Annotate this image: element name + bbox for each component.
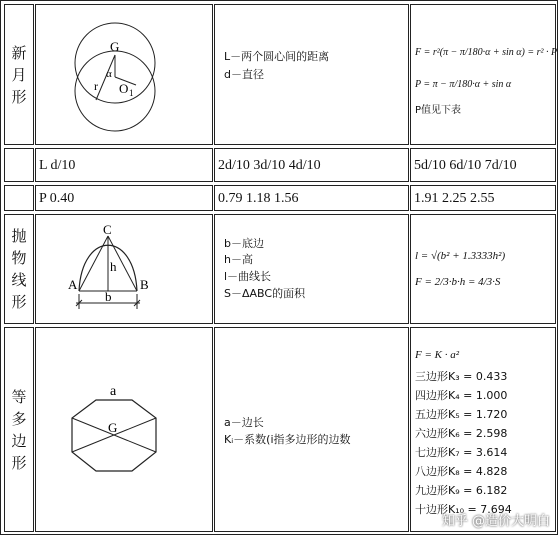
desc-line: b－底边 bbox=[224, 237, 264, 250]
polygon-formula-cell bbox=[410, 327, 556, 532]
pvalue-cell-1 bbox=[35, 185, 213, 211]
pvalue-text: 1.91 2.25 2.55 bbox=[414, 191, 495, 206]
row-label-parabola bbox=[4, 214, 34, 324]
label-o1-sub: 1 bbox=[129, 88, 134, 98]
row-label-crescent bbox=[4, 4, 34, 145]
label-char: 边 bbox=[11, 431, 27, 450]
k-value: 三边形K₃ = 0.433 bbox=[415, 370, 508, 383]
parabola-diagram bbox=[36, 215, 212, 323]
pvalue-text: P 0.40 bbox=[39, 191, 75, 206]
crescent-desc-cell bbox=[214, 4, 409, 145]
k-value: 六边形K₆ = 2.598 bbox=[415, 427, 508, 440]
label-char: 物 bbox=[11, 249, 27, 267]
row-label-polygon bbox=[4, 327, 34, 532]
formula-line: F = 2/3·b·h = 4/3·S bbox=[415, 276, 501, 288]
row-ratio-spacer bbox=[4, 148, 34, 182]
label-r: r bbox=[94, 79, 98, 93]
label-h: h bbox=[110, 259, 117, 274]
ratio-text: 5d/10 6d/10 7d/10 bbox=[414, 158, 517, 173]
polygon-diagram bbox=[36, 328, 212, 531]
desc-line: d－直径 bbox=[224, 68, 264, 81]
k-value: 十边形K₁₀ = 7.694 bbox=[415, 503, 512, 516]
label-alpha: α bbox=[106, 68, 112, 80]
parabola-desc-cell bbox=[214, 214, 409, 324]
label-o1: O bbox=[119, 81, 129, 96]
label-b-point: B bbox=[140, 277, 149, 292]
label-char: 多 bbox=[11, 409, 27, 428]
parabola-formula-cell bbox=[410, 214, 556, 324]
desc-line: l－曲线长 bbox=[224, 270, 272, 283]
label-char: 抛 bbox=[11, 227, 27, 245]
label-c: C bbox=[103, 222, 112, 237]
ratio-cell-3 bbox=[410, 148, 556, 182]
label-a: A bbox=[68, 277, 78, 292]
label-char: 月 bbox=[11, 65, 27, 84]
crescent-formula-cell bbox=[410, 4, 556, 145]
polygon-desc-cell bbox=[214, 327, 409, 532]
k-value: 五边形K₅ = 1.720 bbox=[415, 408, 508, 421]
label-char: 等 bbox=[11, 387, 27, 406]
label-b: b bbox=[105, 289, 112, 304]
ratio-text: 2d/10 3d/10 4d/10 bbox=[218, 158, 321, 173]
formula-line: F = r²(π − π/180·α + sin α) = r² · P bbox=[415, 47, 558, 58]
k-value: 四边形K₄ = 1.000 bbox=[415, 389, 508, 402]
k-value: 九边形K₉ = 6.182 bbox=[415, 484, 508, 497]
watermark: 知乎 @造价大明白 bbox=[441, 514, 550, 529]
polygon-figure-cell bbox=[35, 327, 213, 532]
pvalue-cell-3 bbox=[410, 185, 556, 211]
desc-line: Kᵢ－系数(i指多边形的边数 bbox=[224, 433, 351, 446]
k-value: 七边形K₇ = 3.614 bbox=[415, 446, 508, 459]
desc-line: h－高 bbox=[224, 253, 253, 266]
desc-line: a－边长 bbox=[224, 416, 264, 429]
label-char: 形 bbox=[11, 293, 27, 311]
pvalue-text: 0.79 1.18 1.56 bbox=[218, 191, 299, 206]
label-char: 形 bbox=[11, 453, 27, 472]
pvalue-cell-2 bbox=[214, 185, 409, 211]
row-pvalue-spacer bbox=[4, 185, 34, 211]
label-char: 新 bbox=[11, 43, 27, 62]
label-a: a bbox=[110, 384, 117, 399]
desc-line: L－两个圆心间的距离 bbox=[224, 50, 330, 63]
crescent-figure-cell bbox=[35, 4, 213, 145]
parabola-figure-cell bbox=[35, 214, 213, 324]
label-char: 线 bbox=[11, 271, 27, 289]
ratio-cell-2 bbox=[214, 148, 409, 182]
desc-line: S－ΔABC的面积 bbox=[224, 287, 306, 300]
ratio-cell-1 bbox=[35, 148, 213, 182]
crescent-diagram bbox=[36, 5, 212, 144]
ratio-text: L d/10 bbox=[39, 158, 76, 173]
formula-line: F = K · a² bbox=[415, 349, 460, 361]
label-g: G bbox=[108, 420, 118, 435]
label-char: 形 bbox=[11, 87, 27, 106]
formula-line: P = π − π/180·α + sin α bbox=[415, 79, 512, 90]
k-value: 八边形K₈ = 4.828 bbox=[415, 465, 508, 478]
formula-line: l = √(b² + 1.3333h²) bbox=[415, 250, 506, 262]
formula-note: P值见下表 bbox=[415, 105, 462, 116]
label-g: G bbox=[110, 39, 120, 54]
